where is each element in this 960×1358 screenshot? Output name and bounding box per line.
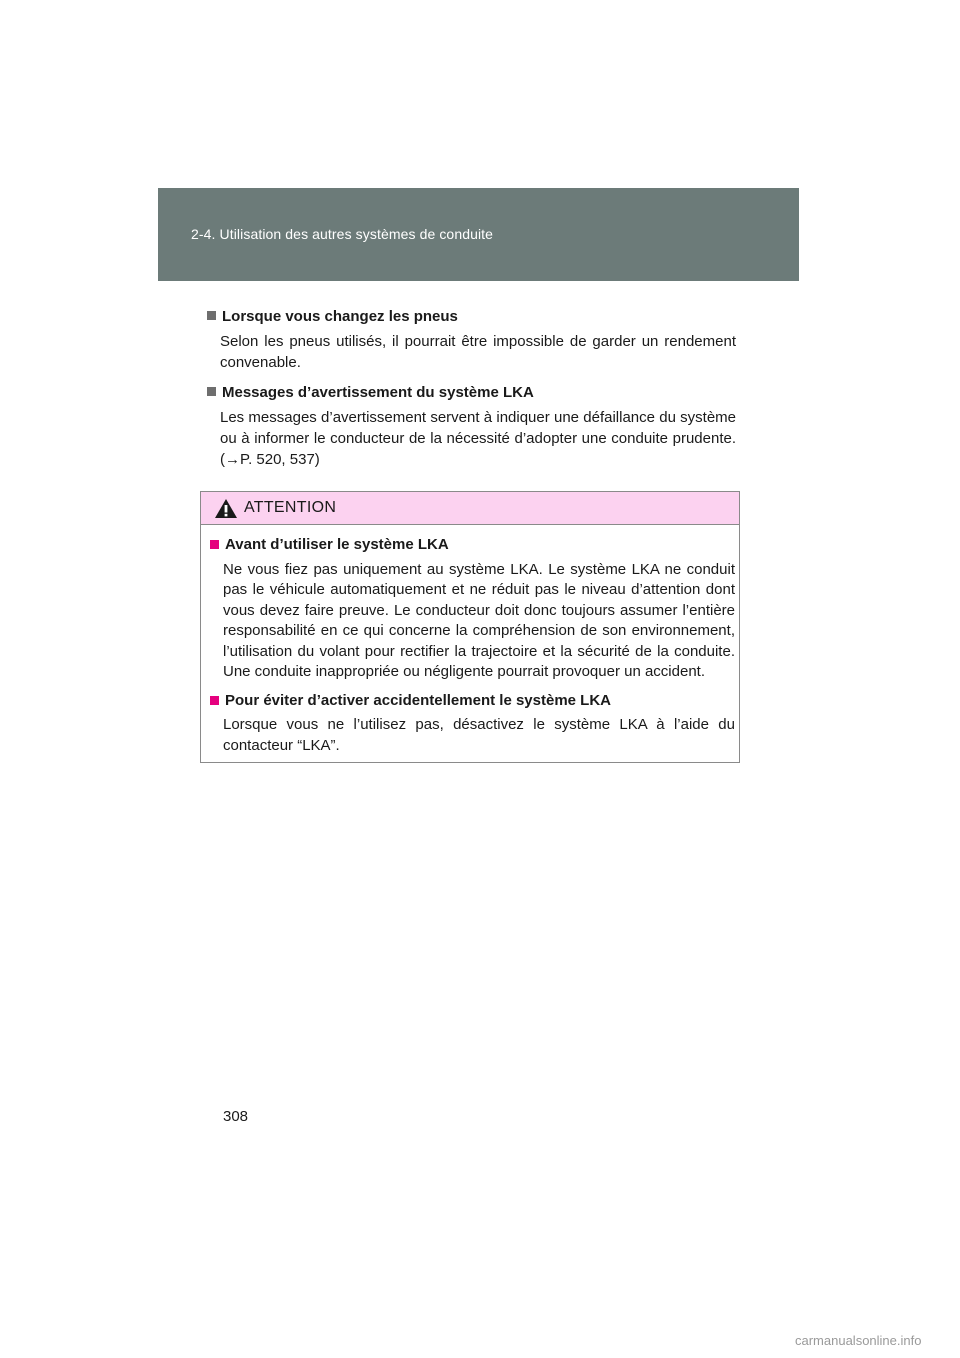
attention-header: [201, 492, 739, 525]
attention-section-text: Lorsque vous ne l’utilisez pas, désactivez le système LKA à l’aide du contacteur “LKA”.: [223, 716, 735, 754]
section-heading: Lorsque vous changez les pneus: [207, 306, 736, 327]
info-sections: [207, 306, 736, 479]
square-bullet-icon: [207, 387, 216, 396]
warning-triangle-icon: [214, 498, 238, 519]
attention-section-heading: Pour éviter d’activer accidentellement le système LKA: [210, 691, 735, 712]
section-text: Selon les pneus utilisés, il pourrait être impossible de garder un rendement convenable.: [220, 333, 736, 371]
page-number: 308: [223, 1108, 249, 1125]
attention-section-heading: Avant d’utiliser le système LKA: [210, 535, 735, 556]
attention-body: [201, 525, 739, 756]
attention-title: ATTENTION: [244, 499, 337, 516]
watermark: carmanualsonline.info: [795, 1333, 922, 1348]
section-heading: Messages d’avertissement du système LKA: [207, 382, 736, 403]
chapter-header-band: [158, 188, 799, 281]
attention-section-text: Ne vous fiez pas uniquement au système LKA. Le système LKA ne conduit pas le véhicule automatiquement et ne réduit pas le niveau d’attention dont vous devez faire preuve. Le conducteur doit donc toujours assumer l’entière responsabilité en ce qui concerne la compréhension de son environnement, l’utilisation du volant pour rectifier la trajectoire et la sécurité de la conduite. Une conduite inappropriée ou négligente pourrait provoquer un accident.: [223, 560, 735, 680]
section-text: Les messages d’avertissement servent à indiquer une défaillance du système ou à informer le conducteur de la nécessité d’adopter une conduite prudente. (→P. 520, 537): [220, 409, 736, 468]
attention-box: [200, 491, 740, 763]
chapter-title: 2-4. Utilisation des autres systèmes de conduite: [191, 226, 494, 242]
square-bullet-icon: [207, 311, 216, 320]
square-bullet-icon: [210, 696, 219, 705]
square-bullet-icon: [210, 540, 219, 549]
